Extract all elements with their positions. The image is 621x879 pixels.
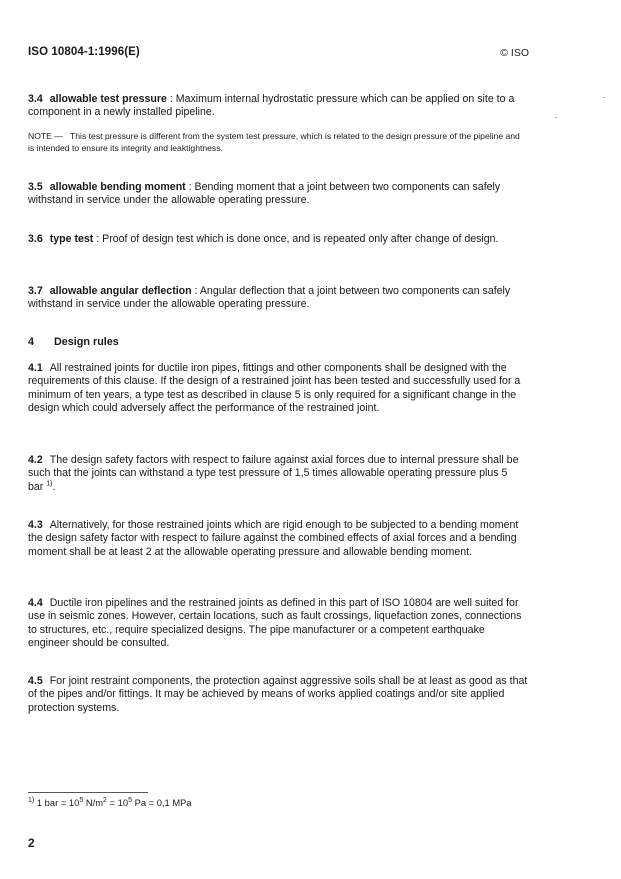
note-3-4 (28, 131, 528, 154)
definition-number: 3.7 (28, 285, 43, 297)
footnote-exponent: 5 (128, 796, 132, 804)
subclause-4-4 (28, 597, 528, 651)
definition-separator: : (93, 233, 103, 245)
footnote-reference: 1) (46, 480, 53, 488)
footnote-text: 1 bar = 10 (36, 797, 80, 808)
definition-text: Bending moment that a joint between two components can safely withstand in service under the allowable operating pressure. (28, 181, 501, 207)
footnote-text: = 10 (106, 797, 129, 808)
clause-title: Design rules (54, 336, 119, 348)
footnote-divider (28, 792, 148, 793)
definition-separator: : (191, 285, 200, 297)
definition-term: allowable test pressure (49, 93, 167, 105)
subclause-4-5 (28, 675, 528, 715)
scan-speck (603, 97, 605, 98)
subclause-number: 4.3 (28, 519, 43, 531)
note-text: This test pressure is different from the system test pressure, which is related to the design pressure of the pipeline and is intended to ensure its integrity and leaktightness. (28, 131, 520, 153)
subclause-number: 4.5 (28, 675, 43, 687)
definition-separator: : (185, 181, 195, 193)
subclause-text: Ductile iron pipelines and the restrained joints as defined in this part of ISO 10804 are well suited for use in seismic zones. However, certain locations, such as fault crossings, liquefaction zones, connections to structures, etc., require specialized designs. The pipe manufacturer or a competent earthquake engineer should be consulted. (28, 597, 522, 650)
subclause-4-2 (28, 454, 528, 494)
definition-number: 3.5 (28, 181, 43, 193)
subclause-end: . (52, 480, 56, 493)
footnote-exponent: 5 (79, 796, 84, 804)
subclause-4-3 (28, 519, 528, 559)
clause-number: 4 (28, 336, 35, 348)
definition-3-7 (28, 285, 528, 312)
subclause-text: The design safety factors with respect to failure against axial forces due to internal pressure shall be such that the joints can withstand a type test pressure of 1,5 times allowable operating pressure plus 5 bar (28, 454, 519, 493)
definition-3-6 (28, 233, 528, 246)
definition-text: Maximum internal hydrostatic pressure which can be applied on site to a component in a newly installed pipeline. (28, 93, 515, 119)
definition-term: allowable angular deflection (49, 285, 192, 297)
definition-term: allowable bending moment (49, 181, 186, 193)
definition-separator: : (166, 93, 176, 105)
subclause-text: For joint restraint components, the protection against aggressive soils shall be at least as good as that of the pipes and/or fittings. It may be achieved by means of works applied coatings and/or site applied protection systems. (28, 675, 528, 714)
definition-number: 3.4 (28, 93, 43, 105)
footnote-text: Pa = 0,1 MPa (131, 797, 192, 808)
scan-speck (555, 117, 557, 118)
definition-3-4 (28, 93, 528, 120)
clause-heading (28, 336, 119, 348)
subclause-number: 4.4 (28, 597, 43, 609)
subclause-text: Alternatively, for those restrained joints which are rigid enough to be subjected to a bending moment the design safety factor with respect to failure against the combined effects of axial forces and a bending moment shall be at least 2 at the allowable operating pressure and allowable bending moment. (28, 519, 519, 558)
footnote (28, 797, 192, 808)
copyright-mark: © ISO (500, 47, 529, 59)
note-label: NOTE — (28, 131, 63, 141)
subclause-number: 4.1 (28, 362, 43, 374)
standard-designation: ISO 10804-1:1996(E) (28, 46, 140, 58)
footnote-mark: 1) (28, 796, 35, 804)
definition-text: Angular deflection that a joint between two components can safely withstand in service under the allowable operating pressure. (28, 285, 511, 311)
footnote-exponent: 2 (103, 796, 107, 804)
footnote-text: N/m (83, 797, 104, 808)
definition-number: 3.6 (28, 233, 43, 245)
subclause-text: All restrained joints for ductile iron pipes, fittings and other components shall be designed with the requirements of this clause. If the design of a restrained joint has been tested and successfully used for a minimum of ten years, a type test as described in clause 5 is only required for a significant change in the design which could adversely affect the performance of the restrained joint. (28, 362, 521, 415)
definition-text: Proof of design test which is done once, and is repeated only after change of design. (102, 233, 499, 245)
definition-3-5 (28, 181, 528, 208)
subclause-number: 4.2 (28, 454, 43, 466)
definition-term: type test (49, 233, 94, 245)
subclause-4-1 (28, 362, 528, 416)
page-number: 2 (28, 836, 35, 850)
